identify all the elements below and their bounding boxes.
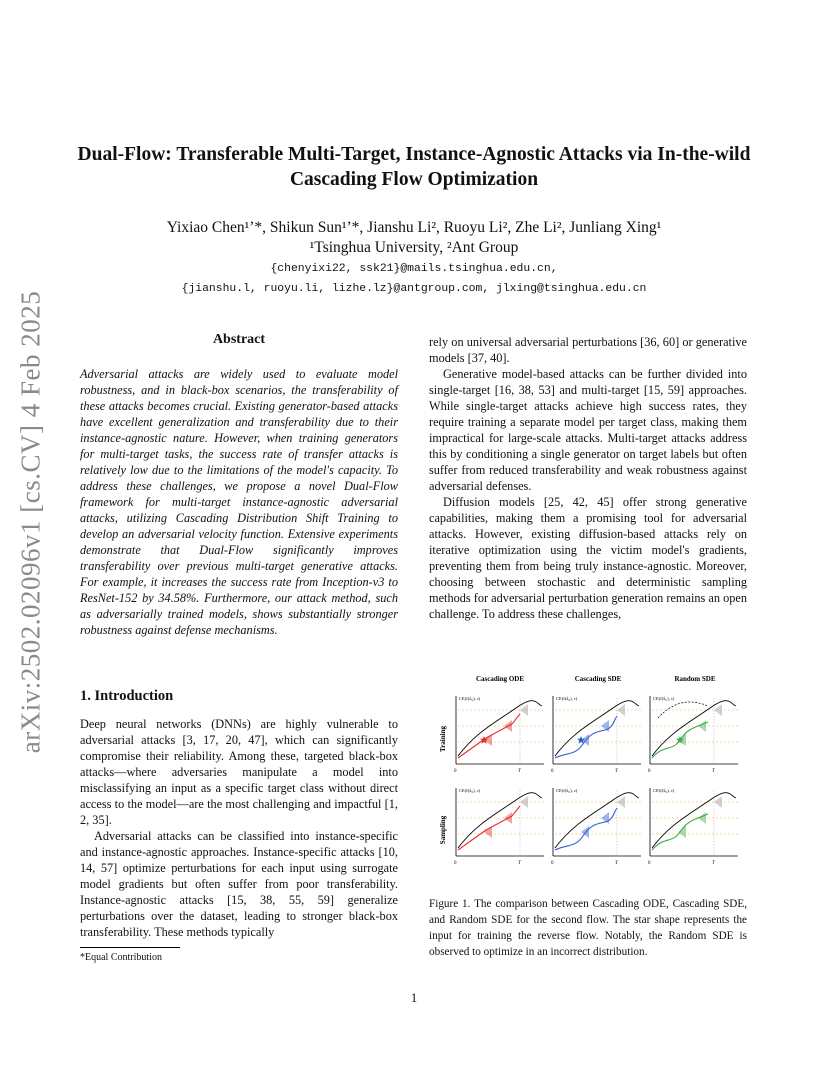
distribution-shape xyxy=(714,796,722,808)
distribution-shape xyxy=(617,796,625,808)
panel-label: CE(f(x̂₀), c) xyxy=(556,788,578,793)
title-line-1: Dual-Flow: Transferable Multi-Target, Instance-Agnostic Attacks via In-the-wild xyxy=(77,144,751,165)
panel-random-training xyxy=(648,696,738,774)
page-number: 1 xyxy=(410,990,418,1005)
affiliations: ¹Tsinghua University, ²Ant Group xyxy=(309,239,519,256)
distribution-shape xyxy=(617,704,625,716)
title-line-2: Cascading Flow Optimization xyxy=(289,169,539,190)
distribution-shape xyxy=(698,720,706,732)
right-paragraph-0: rely on universal adversarial perturbations [36, 60] or generative models [37, 40]. xyxy=(429,335,747,365)
axis-start-label: 0 xyxy=(648,861,651,866)
axis-start-label: 0 xyxy=(454,769,457,774)
introduction-heading: 1. Introduction xyxy=(80,688,174,704)
distribution-shape xyxy=(484,826,492,838)
panel-label: CE(f(x̂₀), c) xyxy=(653,696,675,701)
adversarial-curve xyxy=(458,714,520,758)
axis-start-label: 0 xyxy=(551,769,554,774)
reference-curve xyxy=(555,701,639,756)
col-title-random: Random SDE xyxy=(674,675,716,683)
axis-end-label: T xyxy=(712,861,715,866)
axis-start-label: 0 xyxy=(648,769,651,774)
panel-ode-training xyxy=(454,696,544,774)
emails-line-2: {jianshu.l, ruoyu.li, lizhe.lz}@antgroup.com, jlxing@tsinghua.edu.cn xyxy=(181,283,647,295)
panel-label: CE(f(x̂₀), c) xyxy=(459,696,481,701)
abstract-text: Adversarial attacks are widely used to evaluate model robustness, and in black-box scenarios, the transferability of these attacks becomes crucial. Existing generator-based attacks have excellent generalization and transferability due to their instance-agnostic nature. However, when training generators for multi-target tasks, the success rate of transfer attacks is relatively low due to the limitations of the model's capacity. To address these challenges, we propose a novel Dual-Flow framework for multi-target instance-agnostic adversarial attacks, utilizing Cascading Distribution Shift Training to develop an adversarial velocity function. Extensive experiments demonstrate that Dual-Flow significantly improves transferability over previous multi-target generative attacks. For example, it increases the success rate from Inception-v3 to ResNet-152 by 34.58%. Furthermore, our attack method, such as adversarially trained models, shows substantially stronger robustness against defense mechanisms. xyxy=(80,367,398,637)
figure-1-diagram xyxy=(432,672,748,882)
right-paragraph-2: Diffusion models [25, 42, 45] offer strong generative capabilities, making them a promising tool for adversarial attacks. However, existing diffusion-based attacks rely on iterative optimization using the victim model's gradients, preventing them from being truly instance-agnostic. Moreover, choosing between stochastic and deterministic sampling methods for adversarial perturbation generation remains an open challenge. To address these challenges, xyxy=(429,495,747,621)
panel-sde-sampling xyxy=(551,788,641,866)
footnote: *Equal Contribution xyxy=(80,952,162,963)
panel-ode-sampling xyxy=(454,788,544,866)
distribution-shape xyxy=(504,720,512,732)
col-title-sde: Cascading SDE xyxy=(574,675,622,683)
axis-end-label: T xyxy=(615,769,618,774)
right-column-text xyxy=(429,334,747,622)
figure-1-caption: Figure 1. The comparison between Cascading ODE, Cascading SDE, and Random SDE for the second flow. The star shape represents the input for training the reverse flow. Notably, the Random SDE is observed to optimize in an incorrect distribution. xyxy=(429,898,747,958)
axis-start-label: 0 xyxy=(454,861,457,866)
emails-line-1: {chenyixi22, ssk21}@mails.tsinghua.edu.cn, xyxy=(270,263,558,275)
panel-sde-training xyxy=(551,696,641,774)
axis-end-label: T xyxy=(712,769,715,774)
panel-label: CE(f(x̂₀), c) xyxy=(556,696,578,701)
introduction-section xyxy=(80,688,398,940)
distribution-shape xyxy=(504,812,512,824)
intro-paragraph-1: Deep neural networks (DNNs) are highly vulnerable to adversarial attacks [3, 17, 20, 47], which can significantly compromise their reliability. Among these, targeted black-box attacks—where adversaries manipulate a model into misclassifying an input as a specific target class without direct access to the model—are the most challenging and impactful [1, 2, 35]. xyxy=(80,717,398,827)
right-paragraph-1: Generative model-based attacks can be further divided into single-target [16, 38, 53] and multi-target [15, 59] approaches. While single-target attacks achieve high success rates, they require training a separate model per target class, making them impractical for large-scale attacks. Multi-target attacks address this by conditioning a single generator on target labels but often suffer from reduced transferability and weak robustness against adversarial defenses. xyxy=(429,367,747,493)
row-label-sampling: Sampling xyxy=(439,815,447,845)
panel-random-sampling xyxy=(648,788,738,866)
distribution-shape xyxy=(714,704,722,716)
adversarial-curve xyxy=(458,806,520,850)
abstract-heading: Abstract xyxy=(212,332,266,347)
reference-curve xyxy=(652,701,736,756)
axis-end-label: T xyxy=(518,861,521,866)
col-title-ode: Cascading ODE xyxy=(475,675,525,683)
panel-label: CE(f(x̂₀), c) xyxy=(653,788,675,793)
email-block xyxy=(70,259,758,299)
axis-start-label: 0 xyxy=(551,861,554,866)
axis-end-label: T xyxy=(518,769,521,774)
author-list: Yixiao Chen¹ʼ*, Shikun Sun¹ʼ*, Jianshu Li², Ruoyu Li², Zhe Li², Junliang Xing¹ xyxy=(166,219,662,236)
paper-title xyxy=(70,142,758,192)
reference-curve xyxy=(458,793,542,848)
arxiv-sidebar: arXiv:2502.02096v1 [cs.CV] 4 Feb 2025 xyxy=(15,290,46,754)
reference-curve xyxy=(652,793,736,848)
reference-curve xyxy=(555,793,639,848)
row-label-training: Training xyxy=(439,726,447,752)
figure-1 xyxy=(432,672,748,882)
abstract-section xyxy=(80,332,398,638)
author-block xyxy=(70,218,758,258)
distribution-shape xyxy=(678,826,686,838)
footnote-rule xyxy=(80,947,180,948)
distribution-shape xyxy=(520,796,528,808)
panel-label: CE(f(x̂₀), c) xyxy=(459,788,481,793)
axis-end-label: T xyxy=(615,861,618,866)
reference-curve xyxy=(458,701,542,756)
distribution-shape xyxy=(520,704,528,716)
distribution-shape xyxy=(698,812,706,824)
intro-paragraph-2: Adversarial attacks can be classified into instance-specific and instance-agnostic approaches. Instance-specific attacks [10, 14, 57] optimize perturbations for each input using surrogate model gradients but often suffer from poor transferability. Instance-agnostic attacks [15, 38, 55, 59] generalize perturbations over the dataset, leading to stronger black-box transferability. These methods typically xyxy=(80,829,398,939)
